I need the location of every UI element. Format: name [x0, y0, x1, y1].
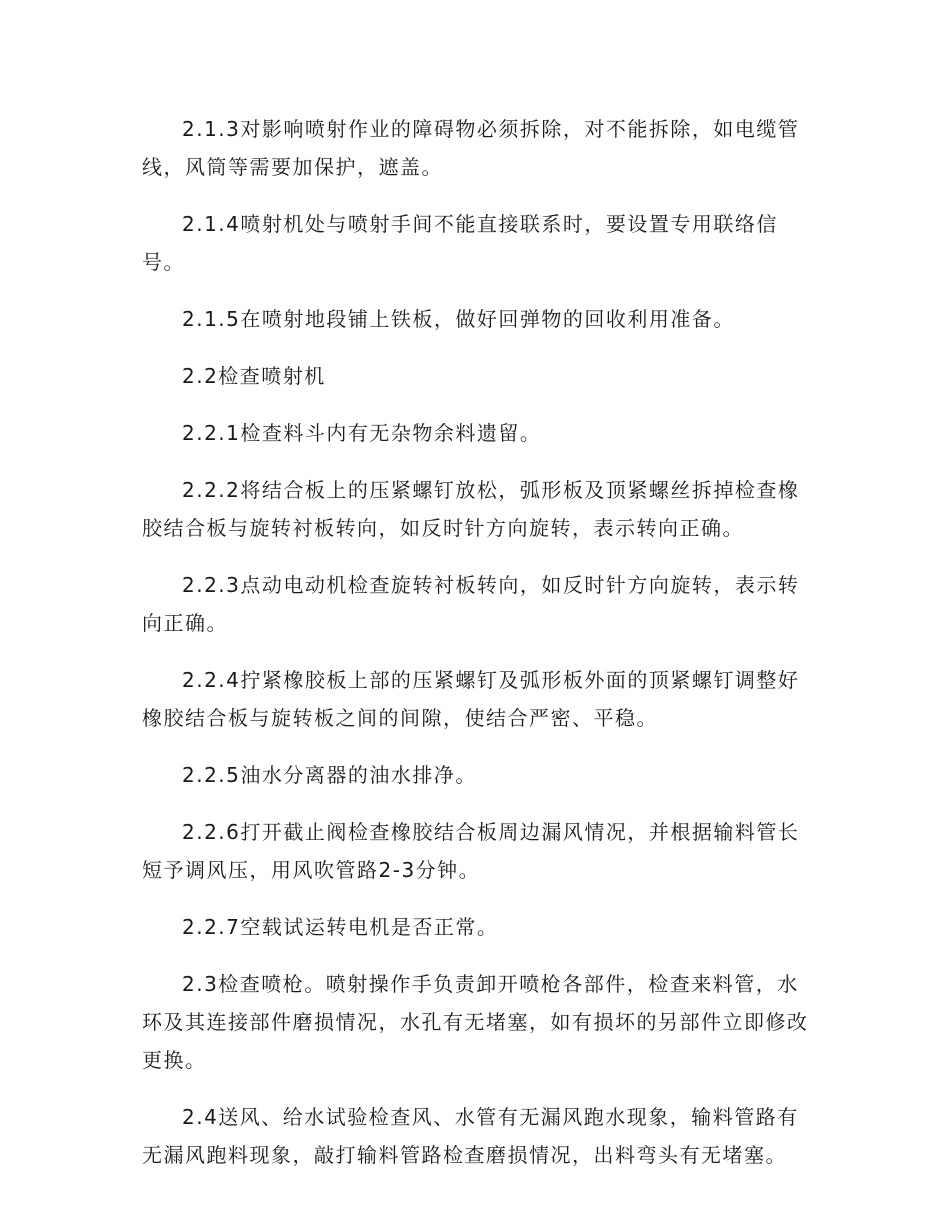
paragraph-2-1-3: 2.1.3对影响喷射作业的障碍物必须拆除，对不能拆除，如电缆管线，风筒等需要加保护，遮盖。	[142, 117, 800, 179]
document-body	[142, 110, 810, 1193]
paragraph-2-2-6: 2.2.6打开截止阀检查橡胶结合板周边漏风情况，并根据输料管长短予调风压，用风吹管路2-3分钟。	[142, 820, 800, 882]
paragraph-2-2-5: 2.2.5油水分离器的油水排净。	[182, 763, 477, 787]
paragraph-2-2-2: 2.2.2将结合板上的压紧螺钉放松，弧形板及顶紧螺丝拆掉检查橡胶结合板与旋转衬板转向，如反时针方向旋转，表示转向正确。	[142, 478, 800, 540]
paragraph-2-2-1: 2.2.1检查料斗内有无杂物余料遗留。	[182, 421, 542, 445]
section-heading-2-2: 2.2检查喷射机	[182, 364, 326, 388]
paragraph-2-1-4: 2.1.4喷射机处与喷射手间不能直接联系时，要设置专用联络信号。	[142, 212, 778, 274]
paragraph-2-2-4: 2.2.4拧紧橡胶板上部的压紧螺钉及弧形板外面的顶紧螺钉调整好橡胶结合板与旋转板之间的间隙，使结合严密、平稳。	[142, 668, 800, 730]
paragraph-2-2-7: 2.2.7空载试运转电机是否正常。	[182, 915, 499, 939]
paragraph-2-1-5: 2.1.5在喷射地段铺上铁板，做好回弹物的回收利用准备。	[182, 307, 735, 331]
paragraph-2-4: 2.4送风、给水试验检查风、水管有无漏风跑水现象，输料管路有无漏风跑料现象，敲打输料管路检查磨损情况，出料弯头有无堵塞。	[142, 1105, 799, 1167]
paragraph-2-3: 2.3检查喷枪。喷射操作手负责卸开喷枪各部件，检查来料管，水环及其连接部件磨损情况，水孔有无堵塞，如有损坏的另部件立即修改更换。	[142, 972, 809, 1072]
paragraph-2-2-3: 2.2.3点动电动机检查旋转衬板转向，如反时针方向旋转，表示转向正确。	[142, 573, 800, 635]
